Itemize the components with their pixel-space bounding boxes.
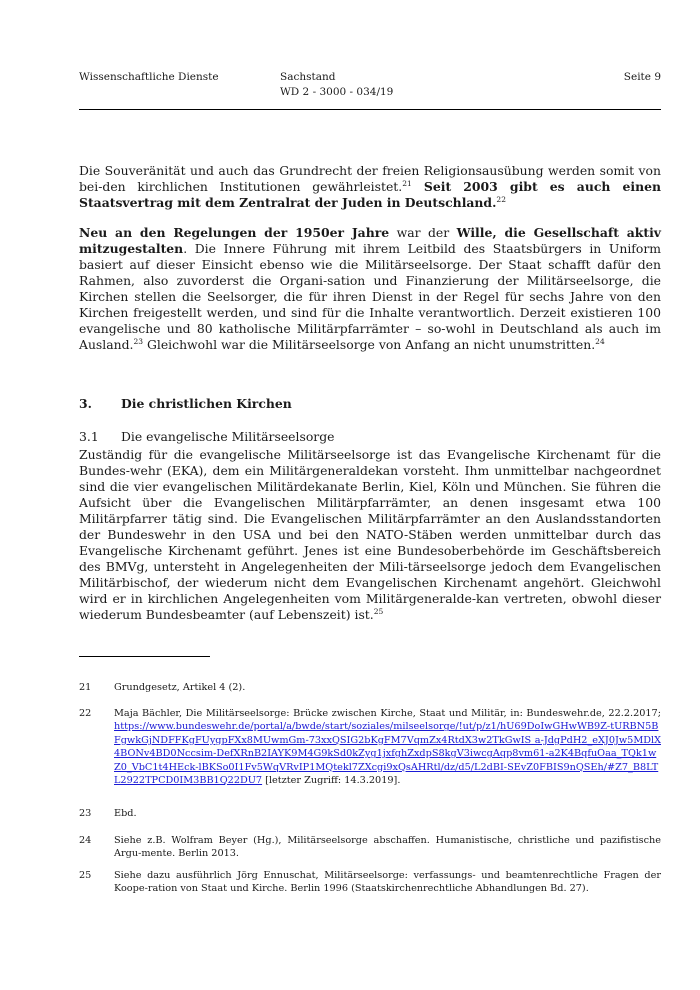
footnote-body <box>114 707 661 787</box>
paragraph-bold-text: Neu an den Regelungen der 1950er Jahre <box>79 225 390 240</box>
footnote <box>79 707 661 787</box>
paragraph-text: Die Souveränität und auch das Grundrecht der freien Religionsausübung werden somit von bei-den kirchlichen Institutionen gewährleistet. <box>79 163 661 194</box>
header-page-number: Seite 9 <box>623 71 661 83</box>
footnote-text: Maja Bächler, Die Militärseelsorge: Brücke zwischen Kirche, Staat und Militär, in: Bundeswehr.de, 22.2.2017; <box>114 708 661 719</box>
section-heading <box>79 396 661 412</box>
footnote <box>79 681 661 694</box>
subsection-number: 3.1 <box>79 429 99 444</box>
footnote-text: Ebd. <box>114 808 137 819</box>
footnote-number: 25 <box>79 870 92 881</box>
paragraph-text: war der <box>389 225 457 240</box>
footnote-ref[interactable]: 23 <box>133 336 144 346</box>
footnote-text: Grundgesetz, Artikel 4 (2). <box>114 682 246 693</box>
paragraph-text: . Die Innere Führung mit ihrem Leitbild des Staatsbürgers in Uniform basiert auf dieser Einsicht ebenso wie die Militärseelsorge. Der Staat schafft dafür den Rahmen, also zuvorderst die Organi-sation und Finanzierung der Militärseelsorge, die Kirchen stellen die Seelsorger, die für ihren Dienst in der Regel für sechs Jahre von den Kirchen freigestellt werden, und sind für die Inhalte verantwortlich. Derzeit existieren 100 evangelische und 80 katholische Militärpfarrämter – so-wohl in Deutschland als auch im Ausland. <box>79 241 661 352</box>
paragraph-text: Zuständig für die evangelische Militärseelsorge ist das Evangelische Kirchenamt für die Bundes-wehr (EKA), dem ein Militärgeneraldekan vorsteht. Ihm unmittelbar nachgeordnet sind die vier evangelischen Militärdekanate Berlin, Kiel, Köln und München. Sie führen die Aufsicht über die Evangelischen Militärpfarrämter, an denen insgesamt etwa 100 Militärpfarrer tätig sind. Die Evangelischen Militärpfarrämter an den Auslandsstandorten der Bundeswehr in den USA und bei den NATO-Stäben werden unmittelbar durch das Evangelische Kirchenamt geführt. Jenes ist eine Bundesoberbehörde im Geschäftsbereich des BMVg, untersteht in Angelegenheiten der Mili-tärseelsorge jedoch dem Evangelischen Militärbischof, der wiederum nicht dem Evangelischen Kirchenamt angehört. Gleichwohl wird er in kirchlichen Angelegenheiten vom Militärgeneralde-kan vertreten, obwohl dieser wiederum Bundesbeamter (auf Lebenszeit) ist. <box>79 447 661 622</box>
section-title: Die christlichen Kirchen <box>121 396 292 411</box>
footnote <box>79 869 661 896</box>
header-divider <box>79 109 661 110</box>
footnote-divider <box>79 656 210 657</box>
footnote <box>79 807 661 820</box>
paragraph-text: Gleichwohl war die Militärseelsorge von Anfang an nicht unumstritten. <box>143 337 596 352</box>
paragraph-bold-text: Wille, die Gesellschaft aktiv mitzugestalten <box>79 225 661 256</box>
footnote <box>79 834 661 861</box>
section-number: 3. <box>79 396 92 411</box>
footnote-number: 21 <box>79 682 92 693</box>
footnote-number: 22 <box>79 708 92 719</box>
footnote-text: Siehe dazu ausführlich Jörg Ennuschat, Militärseelsorge: verfassungs- und beamtenrechtliche Fragen der Koope-ration von Staat und Kirche. Berlin 1996 (Staatskirchenrechtliche Abhandlungen Bd. 27). <box>114 870 661 895</box>
header-doc-number: WD 2 - 3000 - 034/19 <box>280 86 394 98</box>
footnote-ref[interactable]: 24 <box>595 336 605 346</box>
footnote-access-date: [letzter Zugriff: 14.3.2019]. <box>262 775 401 787</box>
paragraph-bold-text: Seit 2003 gibt es auch einen Staatsvertrag mit dem Zentralrat der Juden in Deutschland. <box>79 179 661 210</box>
footnote-text: Siehe z.B. Wolfram Beyer (Hg.), Militärseelsorge abschaffen. Humanistische, christliche und pazifistische Argu-mente. Berlin 2013. <box>114 835 661 860</box>
footnote-number: 23 <box>79 808 92 819</box>
header-organization: Wissenschaftliche Dienste <box>79 71 219 83</box>
header-document-info <box>280 70 393 100</box>
paragraph-evangelical-chaplaincy <box>79 447 661 623</box>
footnote-ref[interactable]: 25 <box>373 606 384 616</box>
subsection-heading <box>79 429 661 445</box>
footnote-link[interactable]: https://www.bundeswehr.de/portal/a/bwde/start/soziales/milseelsorge/!ut/p/z1/hU69DoIwGHwWB9Z-tURBN5BFgwkGjNDFFKgFUygpFXx8MUwmGm-73xxQSIG2bKgFM7VqmZx4RtdX3w2TkGwIS a-JdgPdH2_eXJ0Jw5MDlX4BONv4BD0Nccsim-DefXRnB2IAYK9M4G9kSd0kZyg1jxfghZxdpS8kgV3iwcgAqp8vm61-a2K4BqfuOaa_TQk1wZ0_VbC1t4HEck-lBKSo0I1Fv5WqVRvIP1MQtekl7ZXcgi9xQsAHRtl/dz/d5/L2dBI-SEvZ0FBIS9nQSEh/#Z7_B8LTL2922TPCD0IM3BB1Q22DU7 <box>114 721 661 787</box>
paragraph-regulations-1950s <box>79 225 661 353</box>
subsection-title: Die evangelische Militärseelsorge <box>121 429 335 444</box>
paragraph-sovereignty <box>79 163 661 211</box>
footnote-number: 24 <box>79 835 92 846</box>
footnote-ref[interactable]: 22 <box>496 194 506 204</box>
footnote-ref[interactable]: 21 <box>402 178 412 188</box>
page-header <box>79 70 661 112</box>
header-doc-type: Sachstand <box>280 71 336 83</box>
